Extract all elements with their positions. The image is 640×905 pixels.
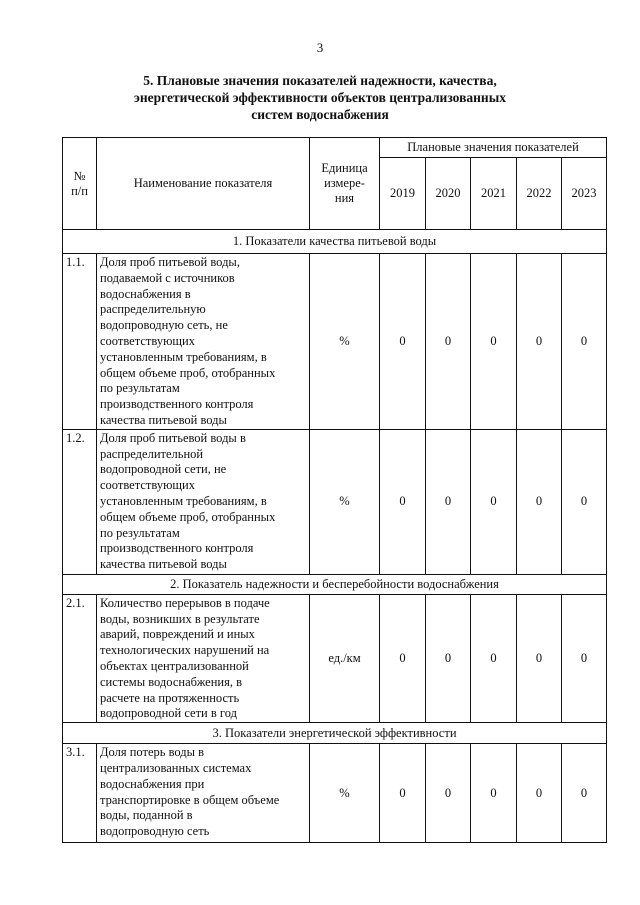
- row-number: 2.1.: [63, 594, 97, 722]
- value-cell: 0: [471, 429, 517, 574]
- value-cell: 0: [380, 594, 426, 722]
- indicator-name: Количество перерывов в подаче воды, возникших в результате аварий, повреждений и иных технологических нарушений на объектах централизованной системы водоснабжения, в расчете на протяженность водопроводной сети в год: [97, 594, 310, 722]
- table-row: [63, 254, 607, 430]
- section-title: 1. Показатели качества питьевой воды: [63, 230, 607, 254]
- unit-cell: %: [310, 254, 380, 430]
- value-cell: 0: [471, 594, 517, 722]
- row-number: 3.1.: [63, 744, 97, 843]
- unit-cell: ед./км: [310, 594, 380, 722]
- row-number: 1.2.: [63, 429, 97, 574]
- indicators-table: [62, 137, 607, 843]
- header-year: 2021: [471, 158, 517, 230]
- section-row: [63, 230, 607, 254]
- section-title: 3. Показатели энергетической эффективности: [63, 723, 607, 744]
- title-line-3: систем водоснабжения: [251, 107, 389, 122]
- value-cell: 0: [562, 744, 607, 843]
- value-cell: 0: [471, 254, 517, 430]
- header-name: Наименование показателя: [97, 138, 310, 230]
- section-row: [63, 574, 607, 594]
- title-line-2: энергетической эффективности объектов централизованных: [133, 90, 506, 105]
- unit-cell: %: [310, 429, 380, 574]
- value-cell: 0: [426, 744, 471, 843]
- value-cell: 0: [517, 429, 562, 574]
- page-number: 3: [316, 40, 324, 55]
- value-cell: 0: [471, 744, 517, 843]
- value-cell: 0: [426, 254, 471, 430]
- header-planned-values: Плановые значения показателей: [380, 138, 607, 158]
- document-title: [80, 72, 560, 123]
- header-year: 2023: [562, 158, 607, 230]
- row-number: 1.1.: [63, 254, 97, 430]
- value-cell: 0: [517, 254, 562, 430]
- title-line-1: 5. Плановые значения показателей надежности, качества,: [143, 73, 497, 88]
- value-cell: 0: [562, 429, 607, 574]
- header-no: № п/п: [63, 138, 97, 230]
- indicator-name: Доля потерь воды в централизованных системах водоснабжения при транспортировке в общем объеме воды, поданной в водопроводную сеть: [97, 744, 310, 843]
- value-cell: 0: [517, 744, 562, 843]
- unit-cell: %: [310, 744, 380, 843]
- value-cell: 0: [562, 254, 607, 430]
- value-cell: 0: [562, 594, 607, 722]
- indicator-name: Доля проб питьевой воды, подаваемой с источников водоснабжения в распределительную водопроводную сеть, не соответствующих установленным требованиям, в общем объеме проб, отобранных по результатам производственного контроля качества питьевой воды: [97, 254, 310, 430]
- section-row: [63, 723, 607, 744]
- value-cell: 0: [380, 744, 426, 843]
- section-title: 2. Показатель надежности и бесперебойности водоснабжения: [63, 574, 607, 594]
- header-unit: Единица измере- ния: [310, 138, 380, 230]
- table-row: [63, 744, 607, 843]
- header-year: 2019: [380, 158, 426, 230]
- header-year: 2022: [517, 158, 562, 230]
- table-row: [63, 594, 607, 722]
- value-cell: 0: [380, 429, 426, 574]
- header-year: 2020: [426, 158, 471, 230]
- value-cell: 0: [426, 429, 471, 574]
- indicator-name: Доля проб питьевой воды в распределительной водопроводной сети, не соответствующих установленным требованиям, в общем объеме проб, отобранных по результатам производственного контроля качества питьевой воды: [97, 429, 310, 574]
- header-row-1: [63, 138, 607, 158]
- value-cell: 0: [517, 594, 562, 722]
- table-row: [63, 429, 607, 574]
- value-cell: 0: [426, 594, 471, 722]
- value-cell: 0: [380, 254, 426, 430]
